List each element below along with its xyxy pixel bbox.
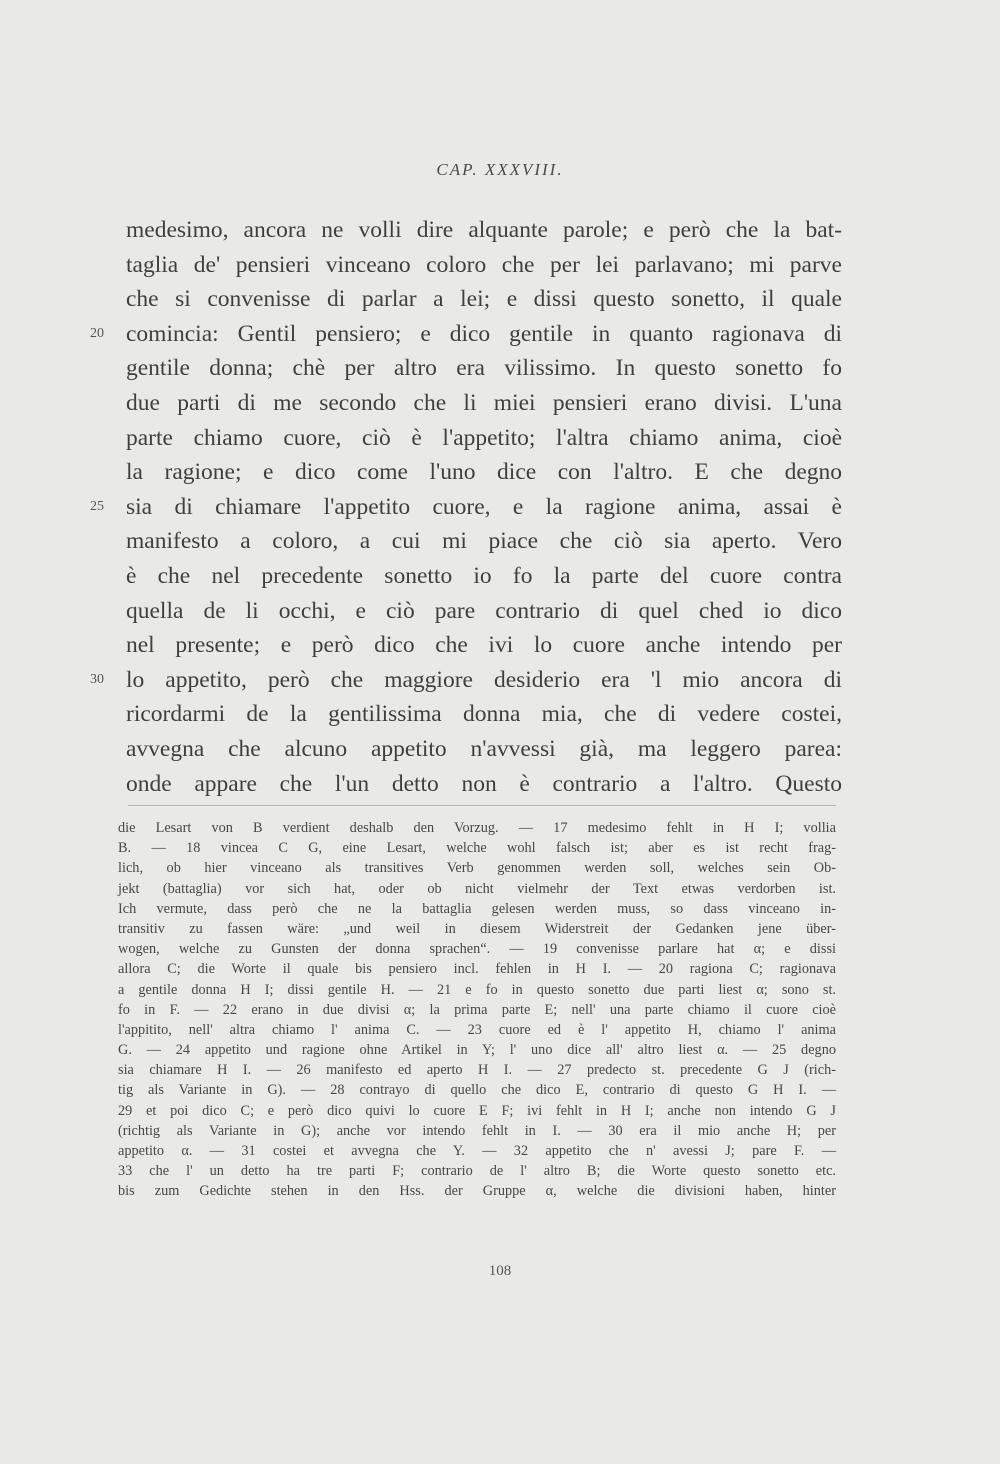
footnote-line: bis zum Gedichte stehen in den Hss. der Gruppe α, welche die divisioni haben, hinter bbox=[118, 1183, 836, 1200]
footnote-line: fo in F. — 22 erano in due divisi α; la prima parte E; nell' una parte chiamo il cuore cioè bbox=[118, 1001, 836, 1018]
footnote-line: Ich vermute, dass però che ne la battaglia gelesen werden muss, so dass vinceano in- bbox=[118, 900, 836, 917]
footnote-line: B. — 18 vincea C G, eine Lesart, welche wohl falsch ist; aber es ist recht frag- bbox=[118, 840, 836, 857]
footnote-line: jekt (battaglia) vor sich hat, oder ob nicht vielmehr der Text etwas verdorben ist. bbox=[118, 880, 836, 897]
text-line: avvegna che alcuno appetito n'avvessi già, ma leggero parea: bbox=[126, 735, 842, 762]
text-line: ricordarmi de la gentilissima donna mia, che di vedere costei, bbox=[126, 701, 842, 728]
footnote-line: G. — 24 appetito und ragione ohne Artikel in Y; l' uno dice all' altro liest α. — 25 degno bbox=[118, 1042, 836, 1059]
footnote-line: tig als Variante in G). — 28 contrayo di quello che dico E, contrario di questo G H I. — bbox=[118, 1082, 836, 1099]
text-line: 25 sia di chiamare l'appetito cuore, e la ragione anima, assai è bbox=[126, 490, 842, 525]
text-line: 20 comincia: Gentil pensiero; e dico gentile in quanto ragionava di bbox=[126, 317, 842, 352]
footnote-line: a gentile donna H I; dissi gentile H. — 21 e fo in questo sonetto due parti liest α; sono st. bbox=[118, 981, 836, 998]
chapter-header: CAP. XXXVIII. bbox=[436, 160, 564, 179]
text-line: medesimo, ancora ne volli dire alquante parole; e però che la bat- bbox=[126, 217, 842, 243]
footnote-line: wogen, welche zu Gunsten der donna sprachen“. — 19 convenisse parlare hat α; e dissi bbox=[118, 941, 836, 958]
footnotes bbox=[118, 818, 836, 1202]
line-number: 30 bbox=[90, 671, 104, 687]
text-line: gentile donna; chè per altro era vilissimo. In questo sonetto fo bbox=[126, 355, 842, 382]
footnote-line: (richtig als Variante in G); anche vor intendo fehlt in I. — 30 era il mio anche H; per bbox=[118, 1122, 836, 1139]
text-line: due parti di me secondo che li miei pensieri erano divisi. L'una bbox=[126, 389, 842, 416]
text-line: taglia de' pensieri vinceano coloro che per lei parlavano; mi parve bbox=[126, 251, 842, 278]
text-line: che si convenisse di parlar a lei; e dissi questo sonetto, il quale bbox=[126, 286, 842, 313]
page-number: 108 bbox=[488, 1263, 512, 1279]
footnote-line: sia chiamare H I. — 26 manifesto ed aperto H I. — 27 predecto st. precedente G J (rich- bbox=[118, 1062, 836, 1079]
text-line: parte chiamo cuore, ciò è l'appetito; l'altra chiamo anima, cioè bbox=[126, 424, 842, 451]
footnote-line: l'appitito, nell' altra chiamo l' anima C. — 23 cuore ed è l' appetito H, chiamo l' anima bbox=[118, 1021, 836, 1038]
line-number: 25 bbox=[90, 498, 104, 514]
footnote-line: 33 che l' un detto ha tre parti F; contrario de l' altro B; die Worte questo sonetto etc. bbox=[118, 1163, 836, 1180]
footnote-line: appetito α. — 31 costei et avvegna che Y. — 32 appetito che n' avessi J; pare F. — bbox=[118, 1143, 836, 1159]
main-text bbox=[90, 213, 842, 801]
text-line: manifesto a coloro, a cui mi piace che ciò sia aperto. Vero bbox=[126, 528, 842, 555]
line-number: 20 bbox=[90, 325, 104, 341]
text-line: è che nel precedente sonetto io fo la parte del cuore contra bbox=[126, 562, 842, 589]
footnote-line: 29 et poi dico C; e però dico quivi lo cuore E F; ivi fehlt in H I; anche non intendo G J bbox=[118, 1102, 836, 1119]
footnote-line: transitiv zu fassen wäre: „und weil in diesem Widerstreit der Gedanken jene über- bbox=[118, 920, 836, 937]
text-line: nel presente; e però dico che ivi lo cuore anche intendo per bbox=[126, 632, 842, 659]
text-line: quella de li occhi, e ciò pare contrario di quel ched io dico bbox=[126, 597, 842, 624]
text-line: la ragione; e dico come l'uno dice con l'altro. E che degno bbox=[126, 459, 842, 486]
text-line: onde appare che l'un detto non è contrario a l'altro. Questo bbox=[126, 770, 842, 797]
footnote-line: die Lesart von B verdient deshalb den Vorzug. — 17 medesimo fehlt in H I; vollia bbox=[118, 820, 836, 836]
footnote-divider bbox=[128, 805, 836, 806]
text-line: 30 lo appetito, però che maggiore desiderio era 'l mio ancora di bbox=[126, 663, 842, 698]
footnote-line: lich, ob hier vinceano als transitives Verb genommen werden soll, welches sein Ob- bbox=[118, 860, 836, 877]
footnote-line: allora C; die Worte il quale bis pensiero incl. fehlen in H I. — 20 ragiona C; ragionava bbox=[118, 961, 836, 978]
